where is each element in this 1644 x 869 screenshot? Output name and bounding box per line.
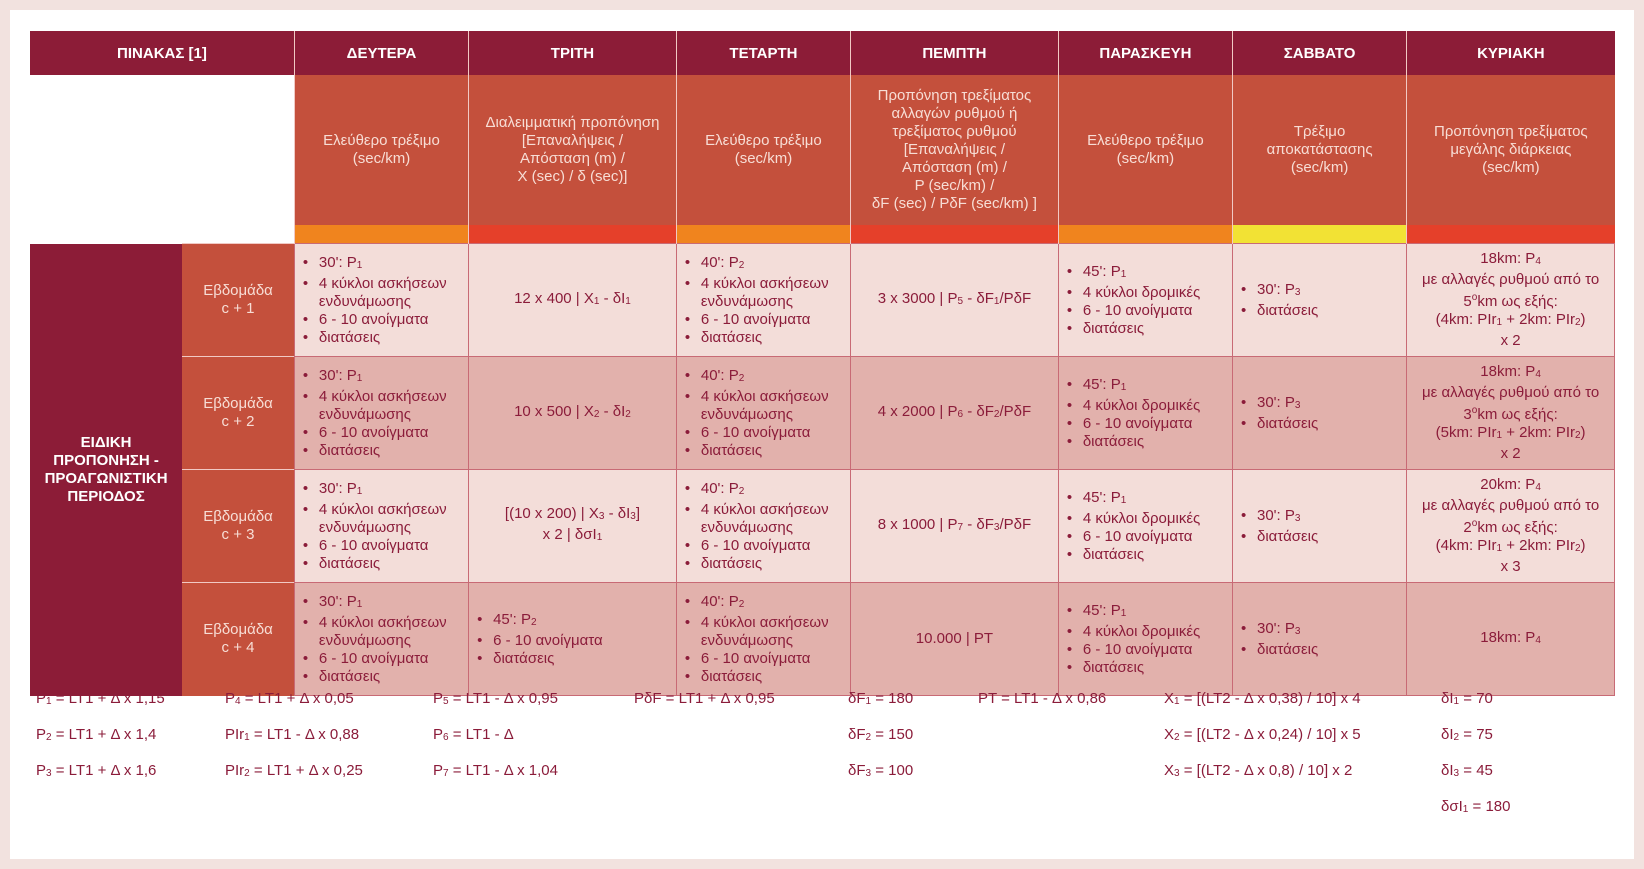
- activity-list: [1233, 281, 1406, 320]
- cell-saturday: [1233, 470, 1407, 583]
- description-thursday: [851, 75, 1059, 225]
- week-label: [182, 583, 294, 696]
- formula: $P_4 = LT1 + \Delta$ x 0,05: [225, 690, 354, 707]
- activity-item: ενδυνάμωσης: [318, 405, 412, 423]
- cell-tuesday: [469, 244, 677, 357]
- day-header-wednesday: ΤΕΤΑΡΤΗ: [676, 31, 850, 75]
- activity-item: • 4 κύκλοι δρομικές: [1083, 284, 1232, 302]
- cell-friday: [1058, 244, 1232, 357]
- activity-list: [295, 593, 468, 686]
- cell-thursday: [851, 470, 1059, 583]
- activity-item: • 4 κύκλοι ασκήσεων: [701, 275, 850, 293]
- activity-item: • 6 - 10 ανοίγματα: [701, 424, 850, 442]
- activity-list: [1059, 376, 1232, 451]
- activity-line: 5$^o$km ως εξής:: [1463, 292, 1558, 310]
- activity-item: • 30': $P_1$: [319, 593, 468, 614]
- activity-list: [677, 254, 850, 347]
- week-label: [182, 470, 294, 583]
- day-header-friday: ΠΑΡΑΣΚΕΥΗ: [1058, 31, 1232, 75]
- cell-sunday: [1407, 470, 1615, 583]
- activity-item: • 6 - 10 ανοίγματα: [1083, 528, 1232, 546]
- description-line: αποκατάστασης: [1266, 141, 1373, 158]
- intensity-strip-row: [30, 225, 1615, 244]
- activity-item: • 30': $P_1$: [319, 367, 468, 388]
- description-line: αλλαγών ρυθμού ή: [891, 105, 1018, 122]
- description-line: (sec/km): [734, 150, 793, 167]
- legend-col8: [1441, 690, 1581, 834]
- cell-wednesday: [676, 470, 850, 583]
- description-row: [30, 75, 1615, 225]
- activity-list: [677, 367, 850, 460]
- activity-item: • 45': $P_2$: [493, 611, 676, 632]
- activity-line: x 2: [1500, 445, 1521, 462]
- legend-col2: [225, 690, 415, 798]
- legend-col7: [1164, 690, 1424, 798]
- activity-line: 8 x 1000 | $P_7 - \delta F_3/P\delta F$: [877, 515, 1032, 533]
- activity-item: • 4 κύκλοι δρομικές: [1083, 623, 1232, 641]
- activity-item: • 6 - 10 ανοίγματα: [701, 537, 850, 555]
- description-line: Ελεύθερο τρέξιμο: [705, 132, 822, 149]
- description-line: X (sec) / δ (sec)]: [517, 168, 628, 185]
- formula: $\delta I_3 = 45$: [1441, 762, 1493, 779]
- header-row: [30, 31, 1615, 75]
- week-label-line: c + 4: [221, 639, 255, 657]
- cell-tuesday: [469, 470, 677, 583]
- legend-col1: [36, 690, 206, 798]
- cell-sunday: [1407, 357, 1615, 470]
- activity-line: (4km: PIr$_1$ + 2km: PIr$_2$): [1435, 311, 1586, 328]
- formula: $P_1 = LT1 + \Delta$ x 1,15: [36, 690, 165, 707]
- cell-saturday: [1233, 357, 1407, 470]
- activity-item: • διατάσεις: [1083, 320, 1232, 338]
- description-line: Διαλειμματική προπόνηση: [485, 114, 660, 131]
- cell-friday: [1058, 470, 1232, 583]
- activity-list: [677, 480, 850, 573]
- activity-item: ενδυνάμωσης: [318, 292, 412, 310]
- activity-line: με αλλαγές ρυθμού από το: [1421, 384, 1600, 401]
- description-monday: [294, 75, 468, 225]
- description-line: μεγάλης διάρκειας: [1450, 141, 1572, 158]
- activity-item: • 45': $P_1$: [1083, 602, 1232, 623]
- activity-item: • 6 - 10 ανοίγματα: [701, 650, 850, 668]
- day-header-monday: ΔΕΥΤΕΡΑ: [294, 31, 468, 75]
- activity-item: • 6 - 10 ανοίγματα: [319, 650, 468, 668]
- week-label-line: Εβδομάδα: [203, 621, 273, 639]
- activity-line: με αλλαγές ρυθμού από το: [1421, 497, 1600, 514]
- activity-list: [1059, 602, 1232, 677]
- formula: PIr$_2$ = LT1 + Δ x 0,25: [225, 762, 363, 779]
- period-label-line: ΠΡΟΑΓΩΝΙΣΤΙΚΗ: [44, 469, 168, 487]
- activity-item: • 4 κύκλοι ασκήσεων: [319, 614, 468, 632]
- activity-item: • 6 - 10 ανοίγματα: [701, 311, 850, 329]
- activity-item: • 40': $P_2$: [701, 480, 850, 501]
- activity-item: • 4 κύκλοι δρομικές: [1083, 397, 1232, 415]
- description-line: [Επαναλήψεις /: [903, 141, 1006, 158]
- activity-item: ενδυνάμωσης: [700, 518, 793, 536]
- cell-wednesday: [676, 583, 850, 696]
- week-row: [30, 583, 1615, 696]
- activity-line: 4 x 2000 | $P_6 - \delta F_2/P\delta F$: [877, 402, 1032, 420]
- formula: $\delta F_3 = 100$: [848, 762, 914, 779]
- activity-line: 18km: $P_4$: [1480, 363, 1541, 380]
- activity-item: • διατάσεις: [319, 442, 468, 460]
- day-header-thursday: ΠΕΜΠΤΗ: [851, 31, 1059, 75]
- period-label-line: ΕΙΔΙΚΗ: [80, 433, 132, 451]
- activity-line: x 2: [1500, 332, 1521, 349]
- activity-list: [677, 593, 850, 686]
- week-label-line: Εβδομάδα: [203, 508, 273, 525]
- activity-item: • 40': $P_2$: [701, 254, 850, 275]
- activity-item: • 6 - 10 ανοίγματα: [319, 424, 468, 442]
- activity-item: • 40': $P_2$: [701, 367, 850, 388]
- week-label-line: Εβδομάδα: [203, 282, 273, 299]
- activity-item: • 40': $P_2$: [701, 593, 850, 614]
- formula: $P_5 = LT1 - \Delta$ x 0,95: [433, 690, 558, 707]
- activity-item: • 45': $P_1$: [1083, 376, 1232, 397]
- formula: $P_6 = LT1 - \Delta$: [433, 726, 514, 743]
- activity-item: • διατάσεις: [1257, 302, 1406, 320]
- cell-saturday: [1233, 244, 1407, 357]
- activity-list: [469, 611, 676, 668]
- activity-line: (5km: PIr$_1$ + 2km: PIr$_2$): [1435, 424, 1586, 441]
- day-header-saturday: ΣΑΒΒΑΤΟ: [1233, 31, 1407, 75]
- cell-wednesday: [676, 244, 850, 357]
- legend-col6: [978, 690, 1158, 726]
- activity-item: • 30': $P_3$: [1257, 507, 1406, 528]
- activity-item: • 6 - 10 ανοίγματα: [319, 537, 468, 555]
- cell-tuesday: [469, 357, 677, 470]
- cell-thursday: [851, 244, 1059, 357]
- activity-item: • διατάσεις: [1083, 659, 1232, 677]
- activity-list: [295, 254, 468, 347]
- activity-item: • 30': $P_3$: [1257, 281, 1406, 302]
- training-plan-table: [30, 31, 1615, 696]
- formula: PT = LT1 - Δ x 0,86: [978, 690, 1107, 707]
- cell-monday: [294, 357, 468, 470]
- activity-item: • 6 - 10 ανοίγματα: [1083, 641, 1232, 659]
- activity-line: 10 x 500 | $X_2 - \delta I_2$: [514, 402, 631, 420]
- activity-list: [1233, 394, 1406, 433]
- activity-item: • 6 - 10 ανοίγματα: [1083, 415, 1232, 433]
- intensity-bar-monday: [294, 225, 468, 244]
- activity-item: • 4 κύκλοι ασκήσεων: [319, 275, 468, 293]
- period-label: [30, 244, 182, 696]
- activity-list: [1059, 489, 1232, 564]
- activity-list: [1233, 620, 1406, 659]
- day-header-tuesday: ΤΡΙΤΗ: [469, 31, 677, 75]
- description-line: (sec/km): [1290, 159, 1349, 176]
- formula: $\delta F_1 = 180$: [848, 690, 914, 707]
- cell-thursday: [851, 357, 1059, 470]
- formula: $X_3 = [(LT2 - \Delta$ x 0,8) / 10] x 2: [1164, 762, 1353, 779]
- activity-item: • διατάσεις: [1257, 415, 1406, 433]
- activity-list: [1233, 507, 1406, 546]
- description-line: Τρέξιμο: [1293, 123, 1346, 140]
- activity-item: ενδυνάμωσης: [700, 292, 793, 310]
- description-line: P (sec/km) /: [914, 177, 995, 194]
- activity-item: • διατάσεις: [493, 650, 676, 668]
- description-line: τρεξίματος ρυθμού: [892, 123, 1017, 140]
- formula-legend: [0, 690, 1644, 849]
- activity-item: • διατάσεις: [1083, 546, 1232, 564]
- legend-col3: [433, 690, 613, 798]
- intensity-bar-saturday: [1233, 225, 1407, 244]
- formula: $\delta I_2 = 75$: [1441, 726, 1493, 743]
- activity-item: • 30': $P_1$: [319, 254, 468, 275]
- activity-item: ενδυνάμωσης: [700, 405, 793, 423]
- table-label: ΠΙΝΑΚΑΣ [1]: [30, 31, 294, 75]
- week-label-line: c + 2: [221, 413, 255, 430]
- description-line: δF (sec) / PδF (sec/km) ]: [871, 195, 1037, 212]
- description-line: (sec/km): [1116, 150, 1175, 167]
- description-line: (sec/km): [1482, 159, 1540, 176]
- week-label: [182, 244, 294, 357]
- activity-item: • 4 κύκλοι ασκήσεων: [319, 388, 468, 406]
- activity-item: • 30': $P_3$: [1257, 394, 1406, 415]
- formula: $X_2 = [(LT2 - \Delta$ x 0,24) / 10] x 5: [1164, 726, 1361, 743]
- activity-item: ενδυνάμωσης: [318, 518, 412, 536]
- description-friday: [1058, 75, 1232, 225]
- description-line: (sec/km): [352, 150, 411, 167]
- cell-tuesday: [469, 583, 677, 696]
- cell-thursday: [851, 583, 1059, 696]
- week-row: [30, 470, 1615, 583]
- description-line: Ελεύθερο τρέξιμο: [1087, 132, 1204, 149]
- formula: $\delta F_2 = 150$: [848, 726, 914, 743]
- activity-item: • διατάσεις: [319, 329, 468, 347]
- activity-list: [1059, 263, 1232, 338]
- cell-wednesday: [676, 357, 850, 470]
- intensity-bar-thursday: [851, 225, 1059, 244]
- activity-line: 12 x 400 | $X_1 - \delta I_1$: [514, 289, 631, 307]
- activity-item: • 6 - 10 ανοίγματα: [319, 311, 468, 329]
- activity-list: [295, 367, 468, 460]
- activity-item: • 6 - 10 ανοίγματα: [493, 632, 676, 650]
- activity-line: 2$^o$km ως εξής:: [1463, 518, 1558, 536]
- activity-item: • διατάσεις: [701, 555, 850, 573]
- week-label-line: c + 1: [221, 300, 255, 317]
- activity-item: • 6 - 10 ανοίγματα: [1083, 302, 1232, 320]
- activity-item: • διατάσεις: [319, 668, 468, 686]
- formula: PδF = LT1 + Δ x 0,95: [634, 690, 775, 707]
- activity-item: ενδυνάμωσης: [700, 631, 793, 649]
- activity-item: • 45': $P_1$: [1083, 489, 1232, 510]
- activity-item: • 4 κύκλοι ασκήσεων: [701, 501, 850, 519]
- period-label-line: ΠΕΡΙΟΔΟΣ: [67, 487, 145, 505]
- description-line: Απόσταση (m) /: [520, 150, 625, 167]
- activity-line: [(10 x 200) | $X_3 - \delta I_3$]: [504, 505, 641, 522]
- activity-item: • 4 κύκλοι δρομικές: [1083, 510, 1232, 528]
- intensity-bar-friday: [1058, 225, 1232, 244]
- activity-line: 18km: $P_4$: [1480, 250, 1541, 267]
- formula: δσI$_1$ = 180: [1441, 798, 1511, 815]
- activity-line: 20km: $P_4$: [1480, 476, 1541, 493]
- formula: $P_2 = LT1 + \Delta$ x 1,4: [36, 726, 157, 743]
- week-label-line: c + 3: [221, 526, 255, 543]
- cell-monday: [294, 244, 468, 357]
- legend-col5: [848, 690, 958, 798]
- formula: $P_3 = LT1 + \Delta$ x 1,6: [36, 762, 157, 779]
- activity-item: • διατάσεις: [1083, 433, 1232, 451]
- activity-line: x 2 | δσI$_1$: [542, 526, 603, 543]
- description-blank: [30, 75, 294, 225]
- formula: PIr$_1$ = LT1 - Δ x 0,88: [225, 726, 360, 743]
- cell-friday: [1058, 583, 1232, 696]
- activity-item: • 45': $P_1$: [1083, 263, 1232, 284]
- cell-sunday: [1407, 244, 1615, 357]
- formula: $X_1 = [(LT2 - \Delta$ x 0,38) / 10] x 4: [1164, 690, 1361, 707]
- week-label-line: Εβδομάδα: [203, 395, 273, 412]
- period-label-line: ΠΡΟΠΟΝΗΣΗ -: [53, 451, 159, 469]
- formula: $\delta I_1 = 70$: [1441, 690, 1493, 707]
- activity-line: με αλλαγές ρυθμού από το: [1421, 271, 1600, 288]
- cell-monday: [294, 470, 468, 583]
- description-saturday: [1233, 75, 1407, 225]
- description-line: Προπόνηση τρεξίματος: [877, 87, 1032, 104]
- description-line: Ελεύθερο τρέξιμο: [323, 132, 440, 149]
- day-header-sunday: ΚΥΡΙΑΚΗ: [1407, 31, 1615, 75]
- activity-item: • διατάσεις: [701, 329, 850, 347]
- description-line: [Επαναλήψεις /: [521, 132, 624, 149]
- activity-line: (4km: PIr$_1$ + 2km: PIr$_2$): [1435, 537, 1586, 554]
- description-line: Προπόνηση τρεξίματος: [1434, 123, 1588, 140]
- description-line: Απόσταση (m) /: [901, 159, 1007, 176]
- activity-item: • διατάσεις: [1257, 641, 1406, 659]
- formula: $P_7 = LT1 - \Delta$ x 1,04: [433, 762, 558, 779]
- intensity-blank: [30, 225, 294, 244]
- cell-sunday: [1407, 583, 1615, 696]
- activity-list: [295, 480, 468, 573]
- activity-line: 10.000 | PT: [915, 630, 994, 647]
- description-sunday: [1407, 75, 1615, 225]
- activity-item: ενδυνάμωσης: [318, 631, 412, 649]
- cell-monday: [294, 583, 468, 696]
- activity-line: 3$^o$km ως εξής:: [1463, 405, 1558, 423]
- activity-item: • διατάσεις: [701, 668, 850, 686]
- description-tuesday: [469, 75, 677, 225]
- activity-item: • 30': $P_1$: [319, 480, 468, 501]
- activity-line: 18km: $P_4$: [1480, 628, 1541, 646]
- activity-item: • 4 κύκλοι ασκήσεων: [701, 388, 850, 406]
- activity-item: • διατάσεις: [319, 555, 468, 573]
- legend-col4: [634, 690, 824, 726]
- intensity-bar-wednesday: [676, 225, 850, 244]
- activity-line: x 3: [1500, 558, 1521, 575]
- cell-friday: [1058, 357, 1232, 470]
- activity-item: • διατάσεις: [701, 442, 850, 460]
- activity-item: • 30': $P_3$: [1257, 620, 1406, 641]
- activity-item: • διατάσεις: [1257, 528, 1406, 546]
- activity-line: 3 x 3000 | $P_5 - \delta F_1/P\delta F$: [877, 289, 1032, 307]
- activity-item: • 4 κύκλοι ασκήσεων: [319, 501, 468, 519]
- week-row: [30, 244, 1615, 357]
- intensity-bar-sunday: [1407, 225, 1615, 244]
- description-wednesday: [676, 75, 850, 225]
- activity-item: • 4 κύκλοι ασκήσεων: [701, 614, 850, 632]
- intensity-bar-tuesday: [469, 225, 677, 244]
- week-row: [30, 357, 1615, 470]
- cell-saturday: [1233, 583, 1407, 696]
- week-label: [182, 357, 294, 470]
